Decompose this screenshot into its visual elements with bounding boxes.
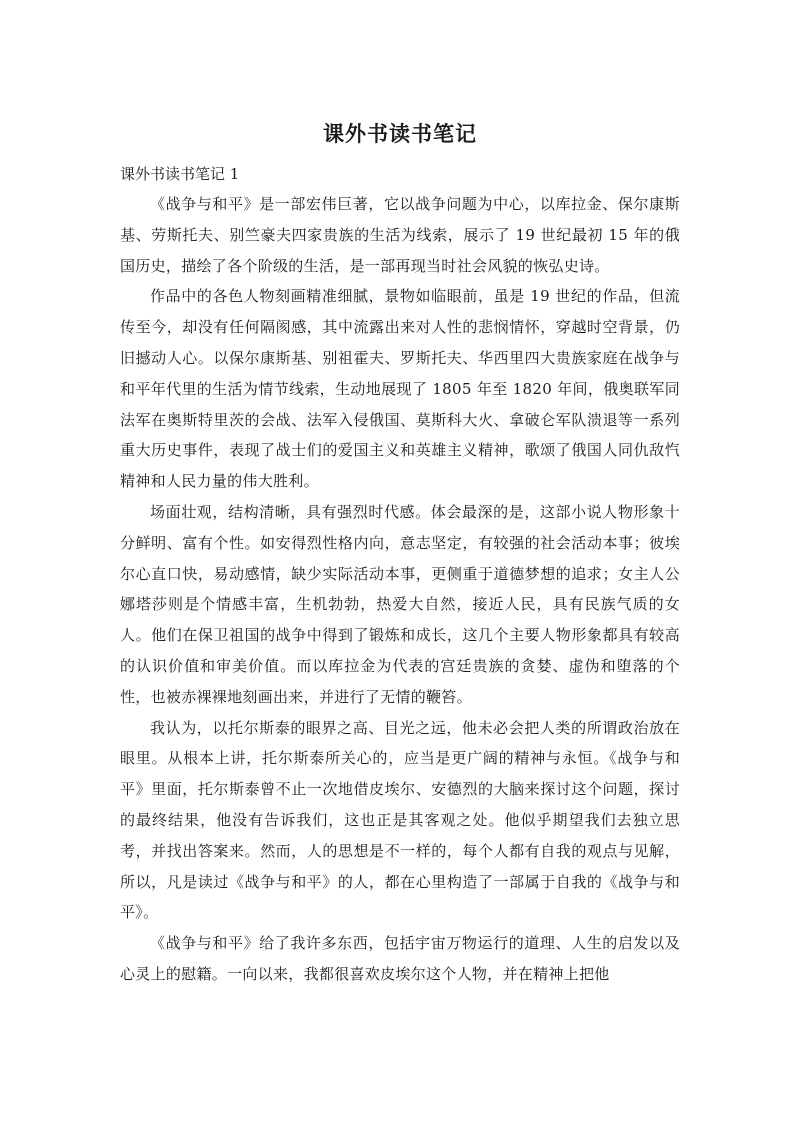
paragraph-2: 作品中的各色人物刻画精准细腻，景物如临眼前，虽是 19 世纪的作品，但流传至今，却没有任何隔阂感，其中流露出来对人性的悲悯情怀，穿越时空背景，仍旧撼动人心。以保尔康斯基、别祖霍夫、罗斯托夫、华西里四大贵族家庭在战争与和平年代里的生活为情节线索，生动地展现了 1805 年至 1820 年间，俄奥联军同法军在奥斯特里茨的会战、法军入侵俄国、莫斯科大火、拿破仑军队溃退等一系列重大历史事件，表现了战士们的爱国主义和英雄主义精神，歌颂了俄国人同仇敌忾精神和人民力量的伟大胜利。 (120, 287, 680, 491)
document-title: 课外书读书笔记 (323, 122, 477, 146)
document-body (120, 189, 680, 990)
paragraph-1: 《战争与和平》是一部宏伟巨著，它以战争问题为中心，以库拉金、保尔康斯基、劳斯托夫、别竺豪夫四家贵族的生活为线索，展示了 19 世纪最初 15 年的俄国历史，描绘了各个阶级的生活，是一部再现当时社会风貌的恢弘史诗。 (120, 195, 680, 275)
paragraph-5: 《战争与和平》给了我许多东西，包括宇宙万物运行的道理、人生的启发以及心灵上的慰籍。一向以来，我都很喜欢皮埃尔这个人物，并在精神上把他 (120, 934, 680, 983)
paragraph-3: 场面壮观，结构清晰，具有强烈时代感。体会最深的是，这部小说人物形象十分鲜明、富有个性。如安得烈性格内向，意志坚定，有较强的社会活动本事；彼埃尔心直口快，易动感情，缺少实际活动本事，更侧重于道德梦想的追求；女主人公娜塔莎则是个情感丰富，生机勃勃，热爱大自然，接近人民，具有民族气质的女人。他们在保卫祖国的战争中得到了锻炼和成长，这几个主要人物形象都具有较高的认识价值和审美价值。而以库拉金为代表的宫廷贵族的贪婪、虚伪和堕落的个性，也被赤裸裸地刻画出来，并进行了无情的鞭笞。 (120, 502, 680, 706)
document-page (120, 0, 680, 1131)
document-subtitle: 课外书读书笔记 1 (120, 165, 240, 183)
paragraph-4: 我认为，以托尔斯泰的眼界之高、目光之远，他未必会把人类的所谓政治放在眼里。从根本上讲，托尔斯泰所关心的，应当是更广阔的精神与永恒。《战争与和平》里面，托尔斯泰曾不止一次地借皮埃尔、安德烈的大脑来探讨这个问题，探讨的最终结果，他没有告诉我们，这也正是其客观之处。他似乎期望我们去独立思考，并找出答案来。然而，人的思想是不一样的，每个人都有自我的观点与见解，所以，凡是读过《战争与和平》的人，都在心里构造了一部属于自我的《战争与和平》。 (120, 718, 680, 922)
